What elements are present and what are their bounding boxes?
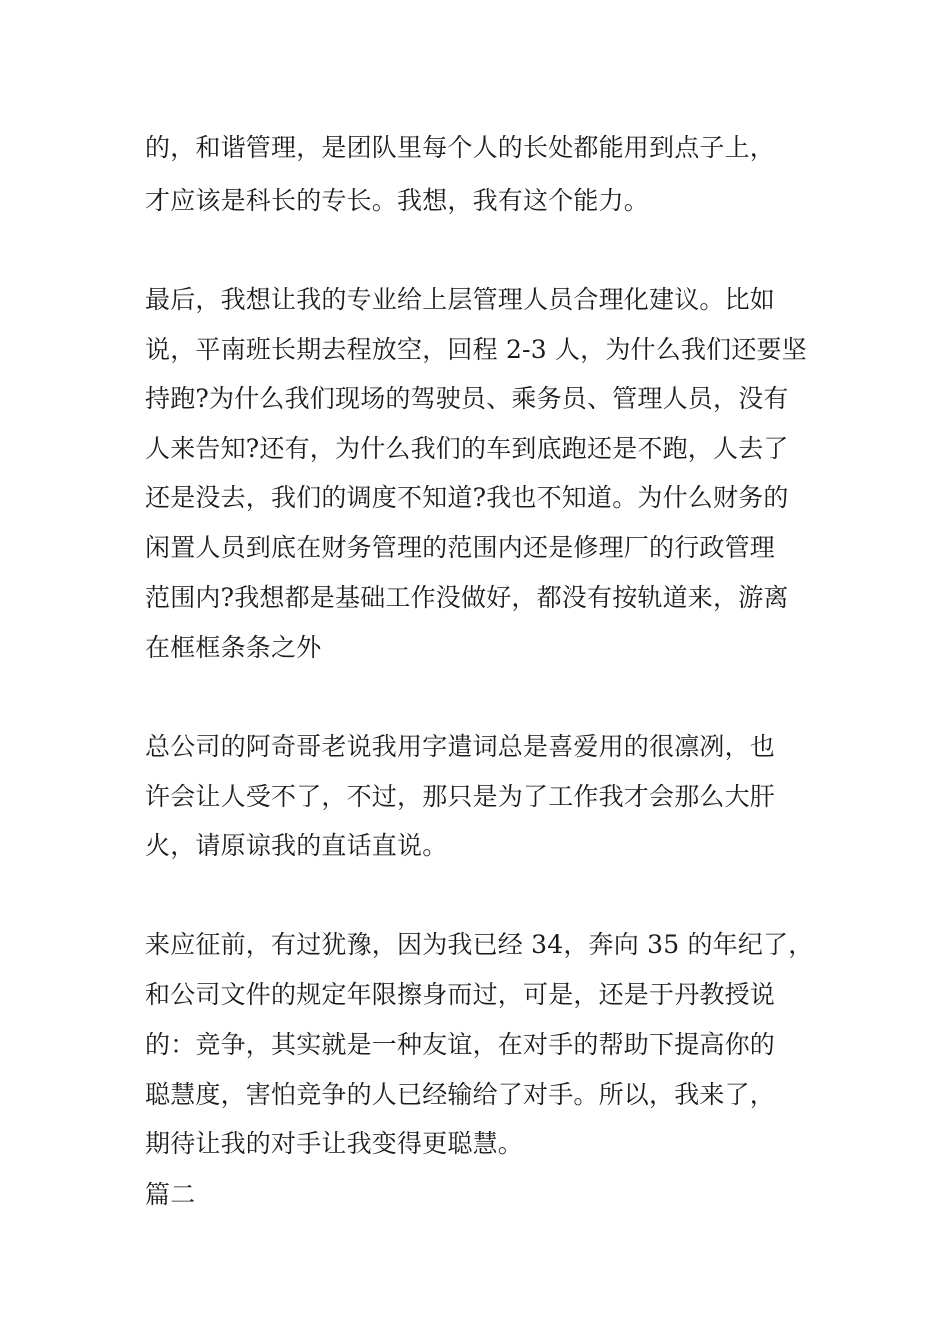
paragraph-line: 才应该是科长的专长。我想，我有这个能力。 [145, 186, 650, 215]
paragraph-line: 说，平南班长期去程放空，回程 2-3 人，为什么我们还要坚 [145, 335, 807, 364]
paragraph-line: 期待让我的对手让我变得更聪慧。 [145, 1129, 524, 1158]
paragraph-line: 还是没去，我们的调度不知道?我也不知道。为什么财务的 [145, 483, 789, 512]
paragraph-line: 许会让人受不了，不过，那只是为了工作我才会那么大肝 [145, 782, 776, 811]
paragraph-line: 最后，我想让我的专业给上层管理人员合理化建议。比如 [145, 285, 776, 314]
paragraph-line: 总公司的阿奇哥老说我用字遣词总是喜爱用的很凛冽，也 [145, 732, 776, 761]
paragraph-line: 火，请原谅我的直话直说。 [145, 831, 448, 860]
paragraph-line: 人来告知?还有，为什么我们的车到底跑还是不跑，人去了 [145, 434, 789, 463]
paragraph-line: 持跑?为什么我们现场的驾驶员、乘务员、管理人员，没有 [145, 384, 789, 413]
paragraph-line: 闲置人员到底在财务管理的范围内还是修理厂的行政管理 [145, 533, 776, 562]
paragraph-line: 和公司文件的规定年限擦身而过，可是，还是于丹教授说 [145, 980, 776, 1009]
paragraph-line: 来应征前，有过犹豫，因为我已经 34，奔向 35 的年纪了， [145, 930, 814, 959]
section-heading: 篇二 [145, 1180, 196, 1209]
paragraph-line: 范围内?我想都是基础工作没做好，都没有按轨道来，游离 [145, 583, 789, 612]
paragraph-line: 聪慧度，害怕竞争的人已经输给了对手。所以，我来了， [145, 1080, 776, 1109]
paragraph-line: 的，和谐管理，是团队里每个人的长处都能用到点子上， [145, 133, 776, 162]
paragraph-line: 的：竞争，其实就是一种友谊，在对手的帮助下提高你的 [145, 1030, 776, 1059]
paragraph-line: 在框框条条之外 [145, 633, 322, 662]
